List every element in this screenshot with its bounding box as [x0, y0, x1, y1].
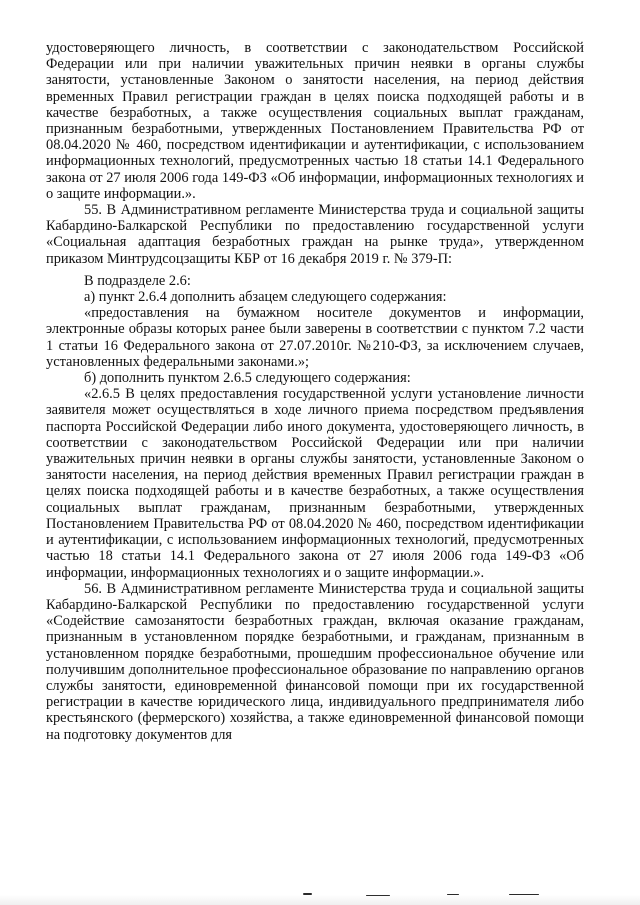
paragraph-point-b: б) дополнить пунктом 2.6.5 следующего содержания: — [84, 370, 411, 387]
paragraph-quote-2-6-5: «2.6.5 В целях предоставления государственной услуги установление личности заявителя может осуществляться в ходе личного приема посредством предъявления паспорта Российской Федерации либо иного документа, удостоверяющего личность, в соответствии с законодательством Российской Федерации или при наличии уважительных причин неявки в органы службы занятости, установленные Законом о занятости населения, на период действия временных Правил регистрации граждан в целях поиска подходящей работы и в качестве безработных, а также осуществления социальных выплат гражданам, признанным безработными, утвержденных Постановлением Правительства РФ от 08.04.2020 № 460, посредством идентификации и аутентификации, с использованием информационных технологий, предусмотренных частью 18 статьи 14.1 Федерального закона от 27 июля 2006 года 149-ФЗ «Об информации, информационных технологиях и о защите информации.». — [46, 386, 584, 581]
scan-speck — [303, 893, 312, 895]
scan-bottom-edge — [0, 895, 640, 905]
paragraph-subsection-2-6: В подразделе 2.6: — [84, 272, 191, 289]
scan-speck — [447, 894, 459, 895]
paragraph-continuation: удостоверяющего личность, в соответствии с законодательством Российской Федерации или при наличии уважительных причин неявки в органы службы занятости, установленные Законом о занятости населения, на период действия временных Правил регистрации граждан в целях поиска подходящей работы и в качестве безработных, а также осуществления социальных выплат гражданам, признанным безработными, утвержденных Постановлением Правительства РФ от 08.04.2020 № 460, посредством идентификации и аутентификации, с использованием информационных технологий, предусмотренных частью 18 статьи 14.1 Федерального закона от 27 июля 2006 года 149-ФЗ «Об информации, информационных технологиях и о защите информации.». — [46, 40, 584, 202]
scan-speck — [366, 895, 390, 896]
paragraph-point-a: а) пункт 2.6.4 дополнить абзацем следующего содержания: — [84, 289, 447, 306]
paragraph-item-55: 55. В Административном регламенте Министерства труда и социальной защиты Кабардино-Балкарской Республики по предоставлению государственной услуги «Социальная адаптация безработных граждан на рынке труда», утвержденном приказом Минтрудсоцзащиты КБР от 16 декабря 2019 г. № 379-П: — [46, 202, 584, 267]
scan-speck — [509, 894, 539, 895]
paragraph-quote-a: «предоставления на бумажном носителе документов и информации, электронные образы которых ранее были заверены в соответствии с пунктом 7.2 части 1 статьи 16 Федерального закона от 27.07.2010г. №210-ФЗ, за исключением случаев, установленных федеральными законами.»; — [46, 305, 584, 370]
paragraph-item-56: 56. В Административном регламенте Министерства труда и социальной защиты Кабардино-Балкарской Республики по предоставлению государственной услуги «Содействие самозанятости безработных граждан, включая оказание гражданам, признанным в установленном порядке безработными, и гражданам, признанным в установленном порядке безработными, прошедшим профессиональное обучение или получившим дополнительное профессиональное образование по направлению органов службы занятости, единовременной финансовой помощи при их государственной регистрации в качестве юридического лица, индивидуального предпринимателя либо крестьянского (фермерского) хозяйства, а также единовременной финансовой помощи на подготовку документов для — [46, 580, 584, 743]
